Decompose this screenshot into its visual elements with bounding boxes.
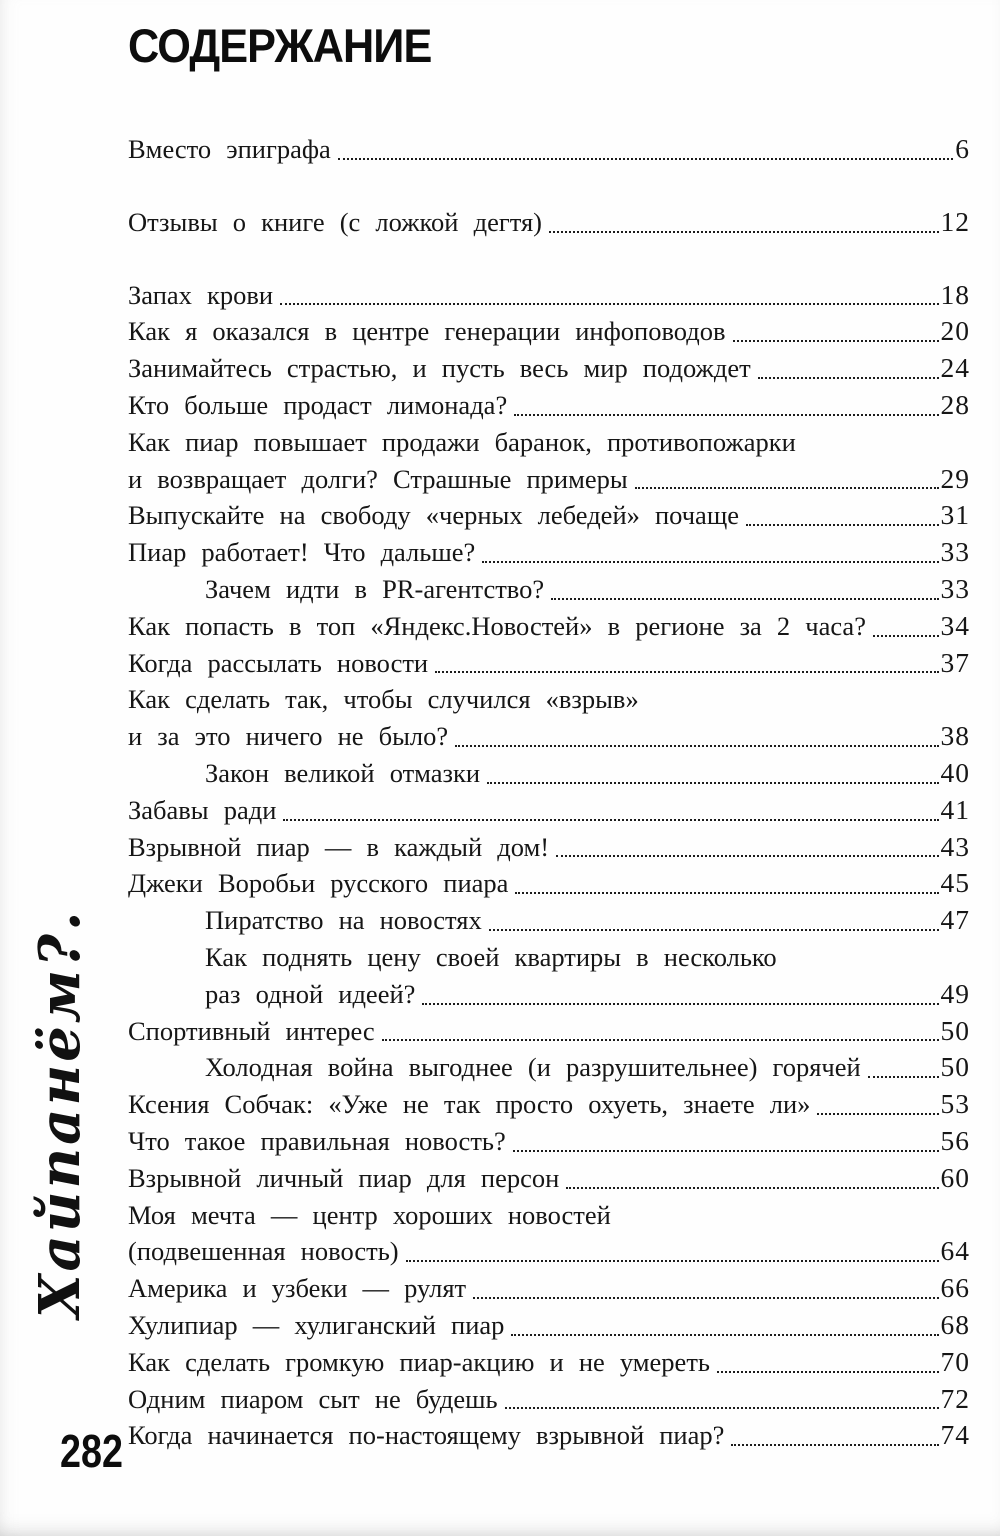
toc-entry [128,645,970,682]
toc-entry-title: Взрывной личный пиар для персон [128,1162,560,1193]
toc-entry-line [128,718,970,755]
toc-entry-line [128,792,970,829]
toc-entry-title: Джеки Воробьи русского пиара [128,868,509,899]
toc-entry [128,1086,970,1123]
toc-entry-title: Когда начинается по-настоящему взрывной пиар? [128,1420,725,1451]
toc-entry-title: Как я оказался в центре генерации инфоповодов [128,316,726,347]
toc-entry-line [128,350,970,387]
toc-entry [128,1197,970,1271]
toc-entry-title: Зачем идти в PR-агентство? [205,573,545,604]
toc-entry-line [128,1123,970,1160]
toc-entry-line [128,1160,970,1197]
toc-entry [128,387,970,424]
dot-leader [406,1260,939,1262]
toc-page-number: 72 [940,1382,970,1414]
toc-entry [128,1123,970,1160]
toc-page-number: 6 [955,133,970,164]
toc-page-number: 50 [940,1051,970,1083]
toc-page-number: 74 [940,1419,970,1451]
toc-entry-title: Америка и узбеки — рулят [128,1273,467,1304]
toc-entry [128,1013,970,1050]
toc-entry-line [128,461,970,498]
toc-entry-line [128,1270,970,1307]
toc-page-number: 33 [940,572,970,604]
toc-entry-title: Что такое правильная новость? [128,1125,506,1156]
toc-entry-line [128,1344,970,1381]
toc-entry-title: Пиратство на новостях [205,905,482,936]
dot-leader [422,1003,938,1005]
toc-entry [128,204,970,241]
toc-page-number: 33 [940,536,970,568]
dot-leader [514,414,938,416]
toc-entry-title: и возвращает долги? Страшные примеры [128,463,628,494]
dot-leader [556,855,938,857]
handwritten-margin-note: Хайпанём?. [27,908,93,1318]
dot-leader [513,1150,939,1152]
toc-entry [128,350,970,387]
toc-entry-title: Хулипиар — хулиганский пиар [128,1309,505,1340]
toc-entry-line [128,204,970,241]
dot-leader [455,745,938,747]
dot-leader [515,892,938,894]
toc-page-number: 41 [940,793,970,825]
toc-page-number: 40 [940,756,970,788]
toc-entry [128,1307,970,1344]
toc-entry-line [128,571,970,608]
toc-entry [128,1381,970,1418]
dot-leader [382,1039,939,1041]
toc-entry-line [128,1381,970,1418]
dot-leader [511,1334,938,1336]
toc-entry [128,1417,970,1454]
toc-page-number: 50 [940,1014,970,1046]
toc-entry-title: Забавы ради [128,794,277,825]
toc-entry-line [128,1049,970,1086]
toc-entry-line [128,131,970,168]
toc-page-number: 12 [940,205,970,237]
toc-entry-title: раз одной идеей? [205,978,416,1009]
toc-page-number: 29 [940,462,970,494]
toc-entry-line [128,865,970,902]
toc-entry-title: Отзывы о книге (с ложкой дегтя) [128,206,542,237]
dot-leader [487,782,938,784]
toc-page-number: 43 [940,830,970,862]
toc-page-number: 56 [940,1124,970,1156]
toc-page-number: 47 [940,904,970,936]
toc-entry-line [128,755,970,792]
dot-leader [551,598,938,600]
toc-entry [128,865,970,902]
toc-entry-title: Как попасть в топ «Яндекс.Новостей» в регионе за 2 часа? [128,610,866,641]
dot-leader [280,303,938,305]
folio-page-number: 282 [60,1425,123,1477]
dot-leader [746,524,939,526]
toc-entry-line: Моя мечта — центр хороших новостей [128,1199,611,1230]
toc-entry [128,792,970,829]
toc-page-number: 70 [940,1345,970,1377]
toc-entry-title: Спортивный интерес [128,1015,375,1046]
toc-entry-title: (подвешенная новость) [128,1236,399,1267]
toc-entry [128,534,970,571]
toc-page-number: 18 [940,278,970,310]
toc-entry [128,1049,970,1086]
toc-entry-line [128,1233,970,1270]
toc-entry-title: Кто больше продаст лимонада? [128,389,508,420]
toc-entry-title: Взрывной пиар — в каждый дом! [128,831,550,862]
toc-entry-line [128,497,970,534]
dot-leader [731,1444,938,1446]
dot-leader [482,561,938,563]
toc-entry-line [128,1417,970,1454]
toc-page [128,0,970,1454]
toc-page-number: 60 [940,1161,970,1193]
toc-entry [128,902,970,939]
toc-entry-line [128,534,970,571]
toc-page-number: 28 [940,388,970,420]
toc-entry-title: Запах крови [128,279,274,310]
dot-leader [549,231,939,233]
toc-entry-title: Когда рассылать новости [128,647,429,678]
toc-page-number: 38 [940,720,970,752]
toc-entry-title: Закон великой отмазки [205,757,481,788]
toc-entry-title: Ксения Собчак: «Уже не так просто охуеть, знаете ли» [128,1089,811,1120]
dot-leader [635,487,939,489]
dot-leader [873,635,939,637]
toc-entry [128,313,970,350]
toc-entry [128,131,970,168]
toc-page-number: 64 [940,1235,970,1267]
toc-entry-line [128,645,970,682]
toc-entry-line [128,1086,970,1123]
toc-entry [128,277,970,314]
toc-entry-line [128,976,970,1013]
toc-page-number: 53 [940,1088,970,1120]
dot-leader [283,819,938,821]
toc-entry [128,939,970,1013]
toc-entry-title: Как сделать громкую пиар-акцию и не умереть [128,1346,710,1377]
toc-page-number: 20 [940,315,970,347]
toc-page-number: 49 [940,977,970,1009]
toc-entry-title: Занимайтесь страстью, и пусть весь мир подождет [128,353,751,384]
toc-entry-title: Вместо эпиграфа [128,134,331,164]
toc-page-number: 37 [940,646,970,678]
toc-entry-title: Пиар работает! Что дальше? [128,537,476,568]
toc-entry-title: Холодная война выгоднее (и разрушительнее) горячей [205,1052,861,1083]
toc-entry-line: Как пиар повышает продажи баранок, противопожарки [128,426,796,457]
toc-entry-line [128,1307,970,1344]
toc-page-number: 68 [940,1308,970,1340]
toc-entry [128,608,970,645]
toc-entry [128,829,970,866]
dot-leader [758,377,939,379]
toc-entry [128,1344,970,1381]
toc-page-number: 45 [940,867,970,899]
toc-entry-line [128,313,970,350]
dot-leader [717,1371,939,1373]
toc-entry-line [128,387,970,424]
toc-page-number: 66 [940,1272,970,1304]
toc-entry [128,681,970,755]
page-title: СОДЕРЖАНИЕ [128,19,432,72]
toc-entry [128,1270,970,1307]
toc-entry [128,497,970,534]
table-of-contents [128,131,970,1454]
toc-entry-line: Как поднять цену своей квартиры в несколько [205,941,777,972]
toc-entry-title: и за это ничего не было? [128,721,449,752]
toc-entry-line [128,1013,970,1050]
toc-entry [128,571,970,608]
toc-entry-title: Выпускайте на свободу «черных лебедей» почаще [128,500,739,531]
toc-entry [128,1160,970,1197]
toc-page-number: 31 [940,499,970,531]
toc-page-number: 34 [940,609,970,641]
dot-leader [733,340,939,342]
toc-entry-line [128,608,970,645]
toc-entry [128,424,970,498]
toc-entry-line [128,829,970,866]
dot-leader [338,158,953,160]
dot-leader [817,1113,938,1115]
dot-leader [435,671,938,673]
dot-leader [505,1407,939,1409]
toc-entry-line [128,277,970,314]
toc-entry [128,755,970,792]
toc-page-number: 24 [940,352,970,384]
dot-leader [489,929,939,931]
toc-entry-line: Как сделать так, чтобы случился «взрыв» [128,684,639,715]
toc-entry-title: Одним пиаром сыт не будешь [128,1383,498,1414]
toc-entry-line [128,902,970,939]
dot-leader [473,1297,938,1299]
dot-leader [566,1187,938,1189]
dot-leader [868,1076,939,1078]
